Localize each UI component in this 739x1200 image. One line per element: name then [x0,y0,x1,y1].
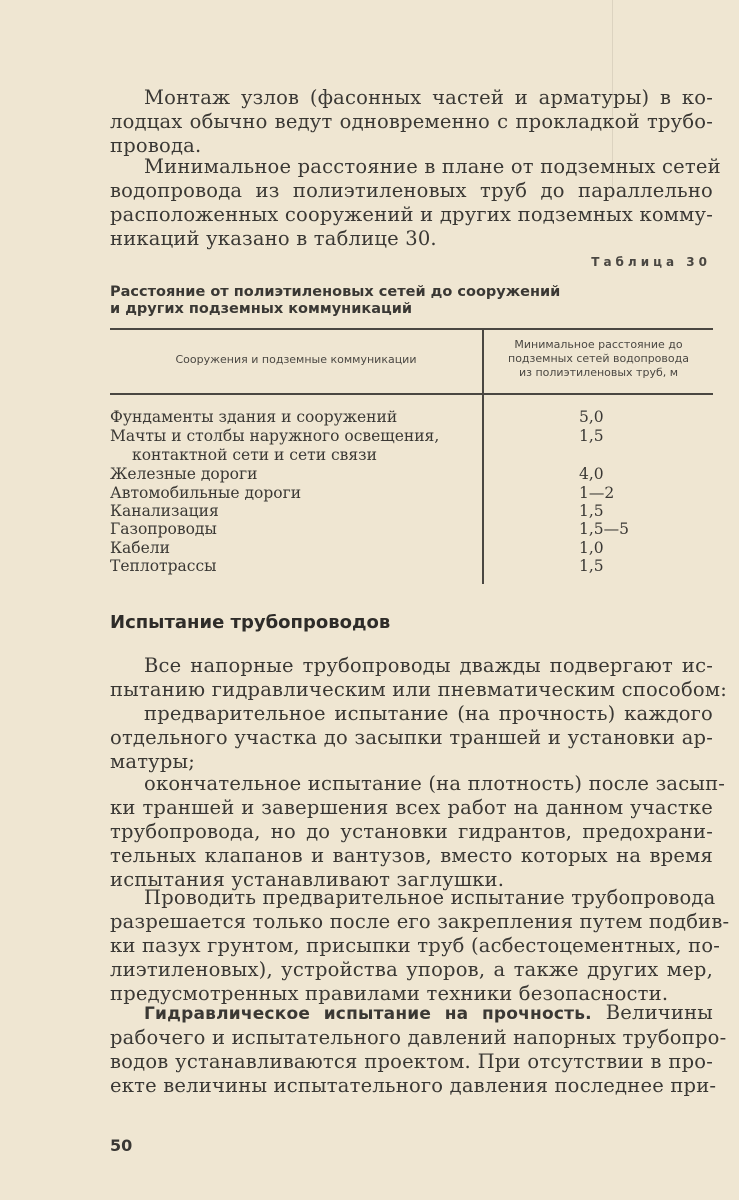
header-line: Минимальное расстояние до [514,338,683,351]
text-line: матуры; [110,750,196,773]
section-heading: Испытание трубопроводов [110,612,391,633]
bold-run-in-heading: Гидравлическое испытание на прочность. [144,1004,592,1024]
table-caption: Таблица 30 [591,255,711,269]
text-line: водопровода из полиэтиленовых труб до параллельно [110,179,713,202]
table-row-name: Автомобильные дороги [110,484,302,502]
table-row-value: 1,5 [579,427,604,445]
table-row-value: 5,0 [579,408,604,426]
text-line: окончательное испытание (на плотность) после засып- [144,772,726,795]
text-line: лодцах обычно ведут одновременно с прокладкой трубо- [110,110,713,133]
page-number: 50 [110,1136,133,1155]
table-row-value: 1,5 [579,557,604,575]
table-row-value: 1,5 [579,502,604,520]
text-line: екте величины испытательного давления последнее при- [110,1074,717,1097]
table-header-structures: Сооружения и подземные коммуникации [175,353,417,366]
intro-paragraph-1 [110,86,713,158]
table-row-name: Фундаменты здания и сооружений [110,408,398,426]
section-paragraph-3 [110,772,726,892]
table-row-name: Канализация [110,502,219,520]
text-line: испытания устанавливают заглушки. [110,868,505,891]
text-line: трубопровода, но до установки гидрантов, предохрани- [110,820,713,843]
text-line: пытанию гидравлическим или пневматическим способом: [110,678,728,701]
header-line: подземных сетей водопровода [508,352,689,365]
text-line: водов устанавливаются проектом. При отсутствии в про- [110,1050,713,1073]
text-line: лиэтиленовых), устройства упоров, а также других мер, [110,958,713,981]
text-line: никаций указано в таблице 30. [110,227,437,250]
table-top-rule [110,328,713,330]
text-line: Все напорные трубопроводы дважды подвергают ис- [144,654,713,677]
table-title [110,284,670,318]
section-paragraph-1 [110,654,728,702]
intro-paragraph-2 [110,155,721,251]
table-row-name: Мачты и столбы наружного освещения, [110,427,440,445]
table-header-rule [110,393,713,395]
table-row-name: Железные дороги [110,465,258,483]
table-row-name: Газопроводы [110,520,217,538]
text-fragment: Величины [605,1001,714,1024]
text-line: разрешается только после его закрепления путем подбив- [110,910,730,933]
text-line: тельных клапанов и вантузов, вместо которых на время [110,844,713,867]
text-line: ки пазух грунтом, присыпки труб (асбестоцементных, по- [110,934,721,957]
text-line: Минимальное расстояние в плане от подземных сетей [144,155,721,178]
text-line: рабочего и испытательного давлений напорных трубопро- [110,1026,727,1049]
text-line: предварительное испытание (на прочность) каждого [144,702,713,725]
text-line: предусмотренных правилами техники безопасности. [110,982,669,1005]
text-line: провода. [110,134,202,157]
text-line [110,1001,713,1026]
table-title-line: Расстояние от полиэтиленовых сетей до сооружений [110,284,561,300]
header-line: из полиэтиленовых труб, м [518,366,679,379]
table-row-name-cont: контактной сети и сети связи [132,446,377,464]
table-row-value: 1—2 [579,484,615,502]
table-row-value: 1,5—5 [579,520,630,538]
text-line: ки траншей и завершения всех работ на данном участке [110,796,713,819]
section-paragraph-5 [110,1001,727,1098]
text-line: расположенных сооружений и других подземных комму- [110,203,713,226]
section-paragraph-4 [110,886,730,1006]
text-line: Монтаж узлов (фасонных частей и арматуры) в ко- [144,86,713,109]
table-row-name: Теплотрассы [110,557,217,575]
table-title-line: и других подземных коммуникаций [110,301,413,317]
text-line: Проводить предварительное испытание трубопровода [144,886,716,909]
table-row-name: Кабели [110,539,170,557]
text-line: отдельного участка до засыпки траншей и установки ар- [110,726,713,749]
table-row-value: 1,0 [579,539,604,557]
table-header-distance [484,338,713,380]
section-paragraph-2 [110,702,713,774]
table-row-value: 4,0 [579,465,604,483]
